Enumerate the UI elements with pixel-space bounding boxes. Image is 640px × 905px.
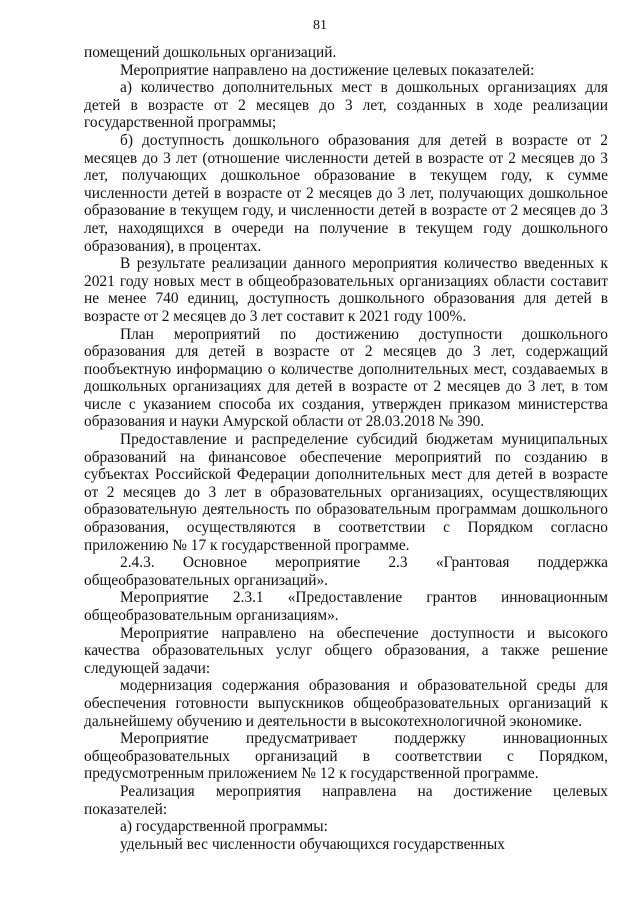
section-heading-2-4-3: 2.4.3. Основное мероприятие 2.3 «Грантовая поддержка общеобразовательных организаций». [84, 554, 608, 589]
paragraph-targets-intro: Мероприятие направлено на достижение целевых показателей: [120, 61, 535, 79]
document-body [84, 44, 608, 853]
paragraph-results: В результате реализации данного мероприятия количество введенных к 2021 году новых мест в общеобразовательных организациях области составит не менее 740 единиц, доступность дошкольного образования для детей в возрасте от 2 месяцев до 3 лет составит к 2021 году 100%. [84, 255, 608, 325]
paragraph-task: модернизация содержания образования и образовательной среды для обеспечения готовности выпускников общеобразовательных организаций к дальнейшему обучению и деятельности в высокотехнологичной экономике. [84, 677, 608, 730]
paragraph-target-b: б) доступность дошкольного образования для детей в возрасте от 2 месяцев до 3 лет (отношение численности детей в возрасте от 2 месяцев до 3 лет, получающих дошкольное образование в текущем году, к сумме численности детей в возрасте от 2 месяцев до 3 лет, получающих дошкольное образование в текущем году, и численности детей в возрасте от 2 месяцев до 3 лет, находящихся в очереди на получение в текущем году дошкольного образования), в процентах. [84, 131, 608, 255]
paragraph-target-a: а) количество дополнительных мест в дошкольных организациях для детей в возрасте от 2 месяцев до 3 лет, созданных в ходе реализации государственной программы; [84, 79, 608, 132]
paragraph-purpose: Мероприятие направлено на обеспечение доступности и высокого качества образовательных услуг общего образования, а также решение следующей задачи: [84, 624, 608, 677]
page-number: 81 [313, 18, 327, 33]
paragraph-continuation: помещений дошкольных организаций. [84, 44, 337, 61]
paragraph-plan: План мероприятий по достижению доступности дошкольного образования для детей в возрасте от 2 месяцев до 3 лет, содержащий пообъектную информацию о количестве дополнительных мест, создаваемых в дошкольных организациях для детей в возрасте от 2 месяцев до 3 лет, в том числе с указанием способа их создания, утвержден приказом министерства образования и науки Амурской области от 28.03.2018 № 390. [84, 325, 608, 431]
subsection-heading-2-3-1: Мероприятие 2.3.1 «Предоставление грантов инновационным общеобразовательным организациям». [84, 589, 608, 624]
paragraph-subsidies: Предоставление и распределение субсидий бюджетам муниципальных образований на финансовое обеспечение мероприятий по созданию в субъектах Российской Федерации дополнительных мест для детей в возрасте от 2 месяцев до 3 лет в образовательных организациях, осуществляющих образовательную деятельность по образовательным программам дошкольного образования, осуществляются в соответствии с Порядком согласно приложению № 17 к государственной программе. [84, 431, 608, 554]
paragraph-support: Мероприятие предусматривает поддержку инновационных общеобразовательных организаций в соответствии с Порядком, предусмотренным приложением № 12 к государственной программе. [84, 730, 608, 783]
paragraph-implementation: Реализация мероприятия направлена на достижение целевых показателей: [84, 782, 608, 818]
paragraph-share: удельный вес численности обучающихся государственных [120, 835, 505, 853]
paragraph-program-a: а) государственной программы: [120, 818, 328, 836]
